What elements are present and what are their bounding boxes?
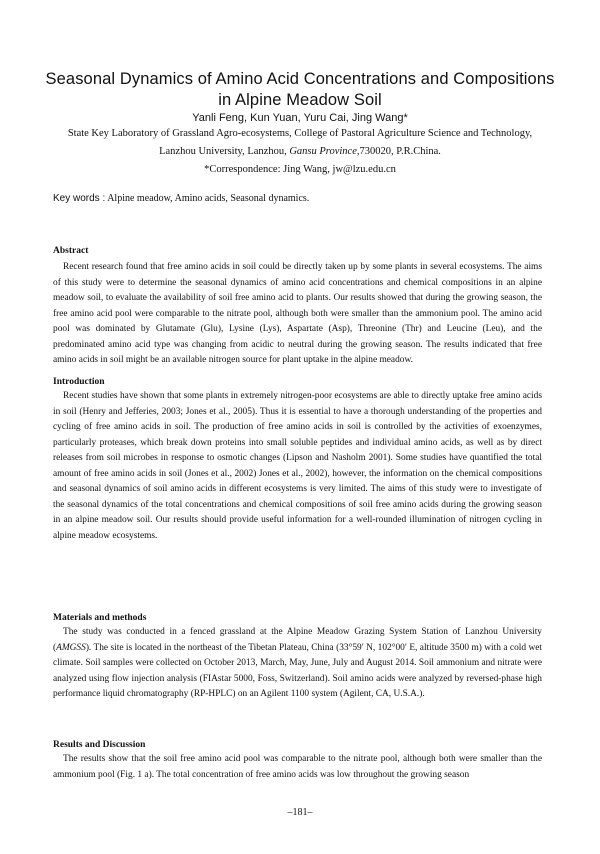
methods-text-end: ). The site is located in the northeast of the Tibetan Plateau, China (33°59′ N, 102°00′ E, altitude 3500 m) with a cold wet climate. Soil samples were collected on October 2013, March, May, June, July and August 2014. Soil ammonium and nitrate were analyzed using flow injection analysis (FIAstar 5000, Foss, Switzerland). Soil amino acids were analyzed by reversed-phase high performance liquid chromatography (RP-HPLC) on an Agilent 1100 system (Agilent, CA, U.S.A.). xyxy=(53,642,542,699)
author-list: Yanli Feng, Kun Yuan, Yuru Cai, Jing Wang* xyxy=(192,112,408,124)
abstract-text: Recent research found that free amino acids in soil could be directly taken up by some plants in several ecosystems. The aims of this study were to determine the seasonal dynamics of amino acid concentrations and chemical compositions in an alpine meadow soil, to evaluate the availability of soil free amino acid to plants. Our results showed that during the growing season, the free amino acid pool were comparable to the nitrate pool, although both were smaller than the ammonium pool. The amino acid pool was dominated by Glutamate (Glu), Lysine (Lys), Aspartate (Asp), Threonine (Thr) and Leucine (Leu), and the predominated amino acid type was changing from acidic to neutral during the growing season. The results indicated that free amino acids in soil might be an available nitrogen source for plant uptake in the alpine meadow. xyxy=(53,262,542,365)
introduction-text: Recent studies have shown that some plants in extremely nitrogen-poor ecosystems are able to directly uptake free amino acids in soil (Henry and Jefferies, 2003; Jones et al., 2005). Thus it is essential to have a thorough understanding of the properties and cycling of free amino acids in soil. The production of free amino acids in soil is controlled by the activities of exoenzymes, particularly proteases, which break down proteins into small soluble peptides and individual amino acids, as well as by direct releases from soil microbes in response to osmotic changes (Lipson and Nasholm 2001). Some studies have quantified the total amount of free amino acids in soil (Jones et al., 2002) Jones et al., 2002), however, the information on the chemical compositions and seasonal dynamics of soil amino acids in different ecosystems is very limited. The aims of this study were to investigate of the seasonal dynamics of the total concentrations and chemical compositions of soil free amino acids during the growing season in an alpine meadow soil. Our results should provide useful information for a well-rounded illumination of nitrogen cycling in alpine meadow ecosystems. xyxy=(53,391,542,541)
methods-text xyxy=(53,625,542,703)
methods-text-start: The study was conducted in a fenced grassland at the Alpine Meadow Grazing System Station of Lanzhou University ( xyxy=(53,627,542,653)
page-number: –181– xyxy=(287,807,313,818)
results-heading: Results and Discussion xyxy=(53,740,146,750)
paper-title: Seasonal Dynamics of Amino Acid Concentrations and Compositions in Alpine Meadow Soil xyxy=(45,70,555,109)
affiliation-address xyxy=(40,145,560,159)
affiliation-address-end: 730020, P.R.China. xyxy=(359,146,441,157)
keywords xyxy=(53,192,553,205)
affiliation-address-start: Lanzhou University, Lanzhou, xyxy=(159,146,290,157)
introduction-heading: Introduction xyxy=(53,377,105,387)
keywords-text: Alpine meadow, Amino acids, Seasonal dynamics. xyxy=(105,193,310,204)
results-text: The results show that the soil free amino acid pool was comparable to the nitrate pool, although both were smaller than the ammonium pool (Fig. 1 a). The total concentration of free amino acids was low throughout the growing season xyxy=(53,754,542,780)
methods-station-abbrev: AMGSS xyxy=(56,642,86,653)
affiliation-line: State Key Laboratory of Grassland Agro-ecosystems, College of Pastoral Agriculture Science and Technology, xyxy=(67,128,533,139)
correspondence: *Correspondence: Jing Wang, jw@lzu.edu.cn xyxy=(204,164,396,175)
abstract-heading: Abstract xyxy=(53,246,89,256)
methods-heading: Materials and methods xyxy=(53,613,147,623)
affiliation-province: Gansu Province, xyxy=(289,146,360,157)
keywords-label: Key words : xyxy=(53,193,106,204)
